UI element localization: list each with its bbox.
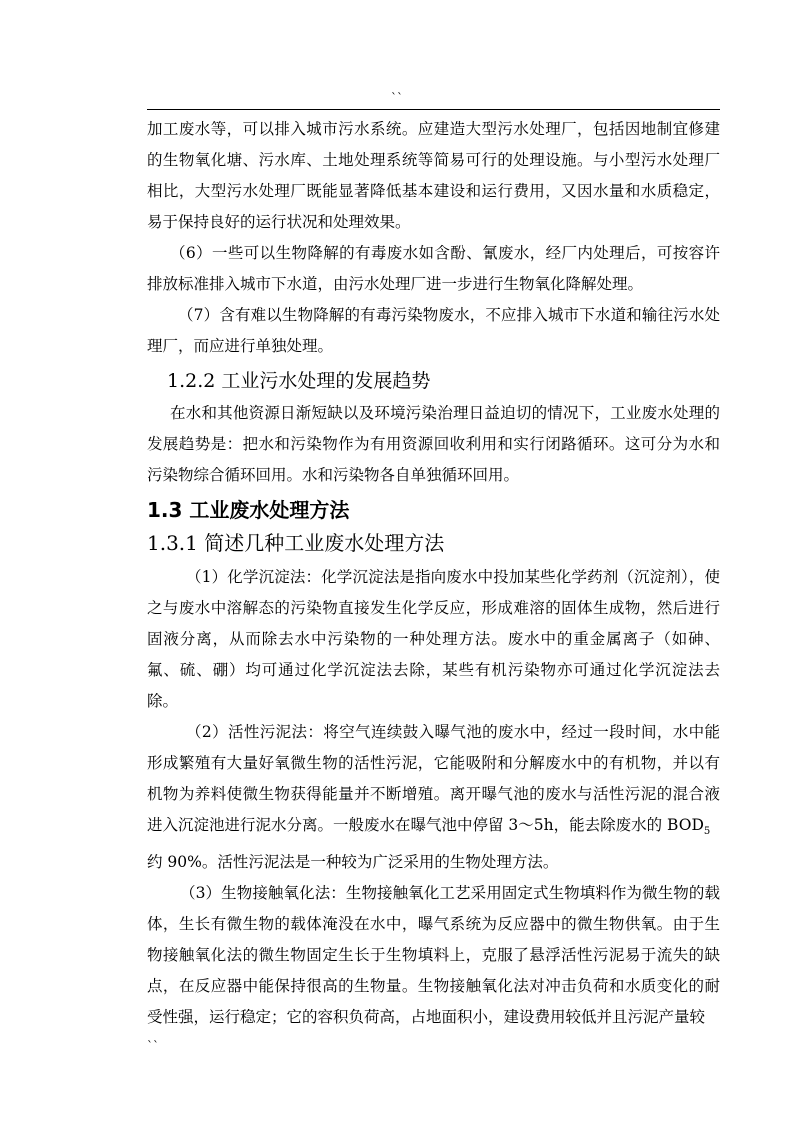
heading-1-3-1: 1.3.1 简述几种工业废水处理方法 (147, 531, 445, 555)
heading-1-2-2: 1.2.2 工业污水处理的发展趋势 (167, 370, 431, 392)
document-body (147, 114, 720, 1033)
activated-sludge-text: （2）活性污泥法：将空气连续鼓入曝气池的废水中，经过一段时间，水中能形成繁殖有大量好氧微生物的活性污泥，它能吸附和分解废水中的有机物，并以有机物为养料使微生物获得能量并不断增殖。离开曝气池的废水与活性污泥的混合液进入沉淀池进行泥水分离。一般废水在曝气池中停留 3～5h，能去除废水的 BOD (147, 723, 720, 834)
paragraph-chemical-precipitation: （1）化学沉淀法：化学沉淀法是指向废水中投加某些化学药剂（沉淀剂），使之与废水中溶解态的污染物直接发生化学反应，形成难溶的固体生成物，然后进行固液分离，从而除去水中污染物的一种处理方法。废水中的重金属离子（如砷、氟、硫、硼）均可通过化学沉淀法去除，某些有机污染物亦可通过化学沉淀法去除。 (147, 568, 720, 710)
header-mark: `` (391, 91, 403, 105)
paragraph-item-6: （6）一些可以生物降解的有毒废水如含酚、氰废水，经厂内处理后，可按容许排放标准排入城市下水道，由污水处理厂进一步进行生物氧化降解处理。 (147, 244, 720, 293)
paragraph-continuation: 加工废水等，可以排入城市污水系统。应建造大型污水处理厂，包括因地制宜修建的生物氧化塘、污水库、土地处理系统等简易可行的处理设施。与小型污水处理厂相比，大型污水处理厂既能显著降低基本建设和运行费用，又因水量和水质稳定，易于保持良好的运行状况和处理效果。 (147, 120, 720, 231)
header-rule (147, 109, 720, 110)
paragraph-trends: 在水和其他资源日渐短缺以及环境污染治理日益迫切的情况下，工业废水处理的发展趋势是：把水和污染物作为有用资源回收利用和实行闭路循环。这可分为水和污染物综合循环回用。水和污染物各自单独循环回用。 (147, 404, 720, 484)
paragraph-activated-sludge (147, 717, 720, 878)
activated-sludge-tail: 约 90%。活性污泥法是一种较为广泛采用的生物处理方法。 (147, 853, 559, 872)
footer-mark: `` (147, 1039, 159, 1053)
paragraph-item-7: （7）含有难以生物降解的有毒污染物废水，不应排入城市下水道和输往污水处理厂，而应进行单独处理。 (147, 306, 720, 355)
bod-subscript: 5 (703, 826, 711, 838)
heading-1-3: 1.3 工业废水处理方法 (147, 498, 350, 522)
paragraph-contact-oxidation: （3）生物接触氧化法：生物接触氧化工艺采用固定式生物填料作为微生物的载体，生长有微生物的载体淹没在水中，曝气系统为反应器中的微生物供氧。由于生物接触氧化法的微生物固定生长于生物填料上，克服了悬浮活性污泥易于流失的缺点，在反应器中能保持很高的生物量。生物接触氧化法对冲击负荷和水质变化的耐受性强，运行稳定；它的容积负荷高，占地面积小，建设费用较低并且污泥产量较 (147, 884, 720, 1027)
